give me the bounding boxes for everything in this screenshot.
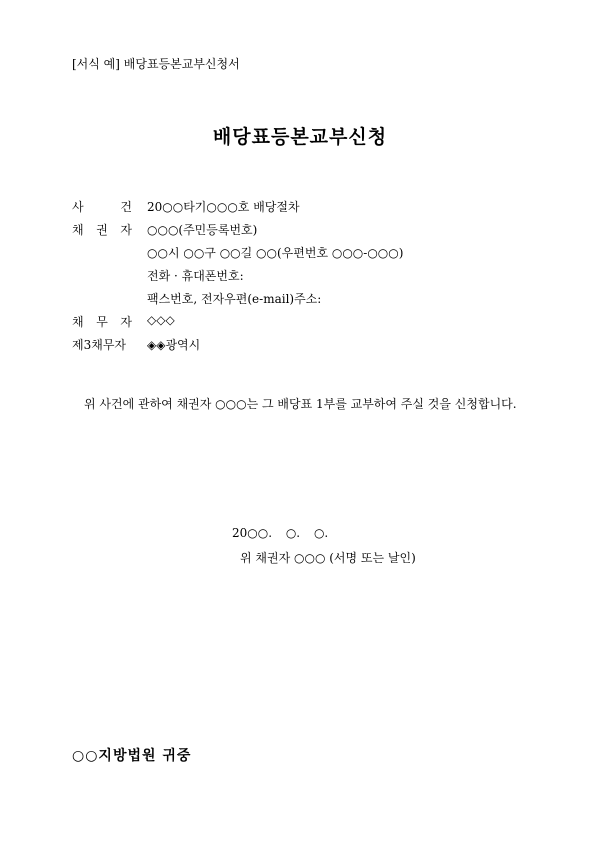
- debtor-value: ◇◇◇: [147, 313, 175, 327]
- date-line: 20○○. ○. ○.: [232, 526, 329, 540]
- signature-line: 위 채권자 ○○○ (서명 또는 날인): [240, 551, 416, 565]
- case-label-char-1: 사: [72, 200, 84, 214]
- creditor-fax-email: 팩스번호, 전자우편(e-mail)주소:: [147, 292, 322, 306]
- third-debtor-label: 제3채무자: [72, 338, 127, 352]
- case-label: [72, 198, 138, 215]
- creditor-label-char-1: 채: [72, 223, 84, 237]
- creditor-address: ○○시 ○○구 ○○길 ○○(우편번호 ○○○-○○○): [147, 246, 404, 260]
- debtor-label: [72, 313, 138, 330]
- creditor-label-char-2: 권: [96, 223, 108, 237]
- creditor-name: ○○○(주민등록번호): [147, 223, 258, 237]
- case-value: 20○○타기○○○호 배당절차: [147, 200, 300, 214]
- debtor-label-char-1: 채: [72, 315, 84, 329]
- creditor-label: [72, 221, 138, 238]
- creditor-label-char-3: 자: [120, 223, 132, 237]
- request-body-content: 위 사건에 관하여 채권자 ○○○는 그 배당표 1부를 교부하여 주실 것을 신청합니다.: [84, 397, 517, 411]
- debtor-label-char-3: 자: [120, 315, 132, 329]
- court-addressee: ○○지방법원 귀중: [72, 748, 192, 764]
- case-label-char-2: 건: [120, 200, 132, 214]
- third-debtor-value: ◈◈광역시: [147, 338, 201, 352]
- request-body-text: [72, 392, 542, 416]
- form-example-label: [서식 예] 배당표등본교부신청서: [72, 57, 240, 71]
- document-title: 배당표등본교부신청: [212, 126, 388, 148]
- debtor-label-char-2: 무: [96, 315, 108, 329]
- creditor-phone: 전화 · 휴대폰번호:: [147, 269, 244, 283]
